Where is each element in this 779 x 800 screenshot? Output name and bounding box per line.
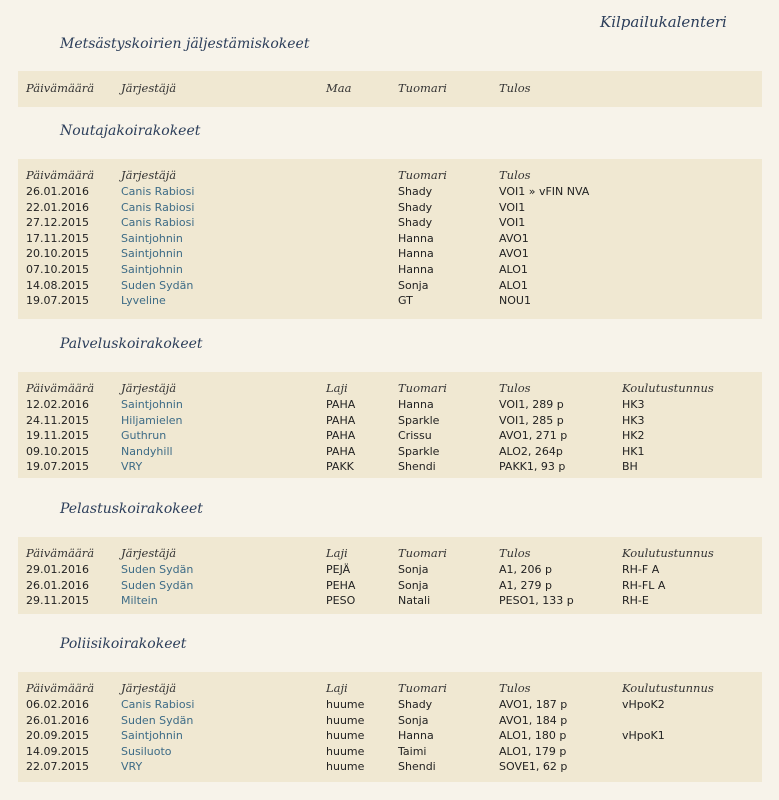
cell-judge: Shady	[398, 216, 433, 230]
cell-result: AVO1, 184 p	[499, 713, 568, 727]
column-header-result: Tulos	[499, 81, 531, 95]
cell-organizer	[121, 428, 166, 444]
organizer-link[interactable]: Canis Rabiosi	[121, 216, 195, 230]
cell-result: ALO1, 180 p	[499, 729, 567, 743]
cell-date: 29.11.2015	[26, 594, 89, 608]
organizer-link[interactable]: Suden Sydän	[121, 578, 194, 592]
cell-date: 19.07.2015	[26, 294, 89, 308]
column-header-judge: Tuomari	[398, 81, 447, 95]
cell-judge: Taimi	[398, 744, 427, 758]
organizer-link[interactable]: Miltein	[121, 594, 158, 608]
column-header-organizer: Järjestäjä	[121, 81, 177, 95]
column-header-date: Päivämäärä	[26, 546, 95, 560]
cell-type: huume	[326, 713, 365, 727]
cell-result: VOI1	[499, 200, 526, 214]
cell-result: ALO1	[499, 278, 528, 292]
column-header-organizer: Järjestäjä	[121, 168, 177, 182]
table-header-row	[18, 167, 762, 184]
table-row	[18, 578, 762, 594]
cell-judge: Sparkle	[398, 413, 440, 427]
cell-result: VOI1, 285 p	[499, 413, 564, 427]
cell-judge: Crissu	[398, 429, 432, 443]
cell-training-code: HK2	[622, 429, 645, 443]
table-row	[18, 759, 762, 775]
cell-date: 22.07.2015	[26, 760, 89, 774]
cell-training-code: RH-F A	[622, 563, 660, 576]
cell-date: 26.01.2016	[26, 185, 89, 198]
results-table	[18, 537, 762, 614]
table-row	[18, 293, 762, 309]
table-row	[18, 459, 762, 475]
column-header-type: Laji	[326, 681, 348, 695]
cell-judge: Sonja	[398, 713, 429, 727]
table-row	[18, 278, 762, 294]
cell-training-code: BH	[622, 460, 638, 474]
cell-date: 27.12.2015	[26, 216, 89, 230]
table-row	[18, 713, 762, 729]
cell-judge: Shendi	[398, 760, 436, 774]
cell-training-code: HK3	[622, 413, 645, 427]
column-header-date: Päivämäärä	[26, 81, 95, 95]
table-row	[18, 593, 762, 609]
column-header-type: Laji	[326, 381, 348, 395]
cell-judge: Hanna	[398, 247, 434, 261]
cell-date: 20.09.2015	[26, 729, 89, 743]
organizer-link[interactable]: Susiluoto	[121, 744, 172, 758]
cell-result: AVO1	[499, 247, 529, 261]
page-title: Kilpailukalenteri	[600, 13, 727, 31]
table-row	[18, 200, 762, 216]
cell-judge: Natali	[398, 594, 431, 608]
table-row	[18, 215, 762, 231]
table-row	[18, 728, 762, 744]
cell-judge: Sonja	[398, 578, 429, 592]
cell-judge: Shady	[398, 698, 433, 711]
cell-organizer	[121, 593, 158, 609]
cell-organizer	[121, 728, 183, 744]
cell-date: 20.10.2015	[26, 247, 89, 261]
cell-result: AVO1	[499, 231, 529, 245]
cell-organizer	[121, 759, 142, 775]
organizer-link[interactable]: Suden Sydän	[121, 713, 194, 727]
cell-organizer	[121, 184, 194, 200]
table-row	[18, 428, 762, 444]
cell-judge: Sonja	[398, 563, 429, 576]
cell-organizer	[121, 278, 193, 294]
organizer-link[interactable]: Suden Sydän	[121, 278, 194, 292]
table-header-row	[18, 380, 762, 397]
cell-training-code: vHpoK1	[622, 729, 665, 743]
cell-organizer	[121, 713, 193, 729]
cell-type: huume	[326, 744, 365, 758]
cell-result: AVO1, 271 p	[499, 429, 568, 443]
cell-organizer	[121, 200, 194, 216]
table-row	[18, 184, 762, 200]
cell-type: PAHA	[326, 413, 356, 427]
cell-training-code: HK3	[622, 398, 645, 411]
column-header-date: Päivämäärä	[26, 681, 95, 695]
column-header-organizer: Järjestäjä	[121, 381, 177, 395]
cell-training-code: RH-FL A	[622, 578, 666, 592]
cell-type: huume	[326, 760, 365, 774]
cell-judge: Sonja	[398, 278, 429, 292]
cell-training-code: vHpoK2	[622, 698, 665, 711]
table-row	[18, 231, 762, 247]
section-title: Noutajakoirakokeet	[60, 123, 201, 139]
column-header-judge: Tuomari	[398, 681, 447, 695]
cell-organizer	[121, 578, 193, 594]
cell-date: 17.11.2015	[26, 231, 89, 245]
cell-organizer	[121, 459, 142, 475]
cell-judge: Shady	[398, 185, 433, 198]
table-row	[18, 413, 762, 429]
organizer-link[interactable]: Hiljamielen	[121, 413, 183, 427]
table-row	[18, 562, 762, 578]
cell-result: PAKK1, 93 p	[499, 460, 566, 474]
organizer-link[interactable]: Canis Rabiosi	[121, 185, 195, 198]
cell-result: VOI1, 289 p	[499, 398, 564, 411]
table-header-row	[18, 545, 762, 562]
cell-judge: Shady	[398, 200, 433, 214]
cell-judge: Hanna	[398, 398, 434, 411]
cell-date: 09.10.2015	[26, 444, 89, 458]
cell-organizer	[121, 262, 183, 278]
cell-type: PAHA	[326, 398, 356, 411]
table-row	[18, 697, 762, 713]
organizer-link[interactable]: Nandyhill	[121, 444, 173, 458]
cell-judge: Hanna	[398, 231, 434, 245]
organizer-link[interactable]: Saintjohnin	[121, 398, 183, 411]
cell-type: PAHA	[326, 429, 356, 443]
cell-organizer	[121, 397, 183, 413]
section-title: Metsästyskoirien jäljestämiskokeet	[60, 36, 310, 52]
table-row	[18, 246, 762, 262]
organizer-link[interactable]: Saintjohnin	[121, 231, 183, 245]
cell-date: 19.11.2015	[26, 429, 89, 443]
cell-date: 24.11.2015	[26, 413, 89, 427]
column-header-judge: Tuomari	[398, 546, 447, 560]
column-header-organizer: Järjestäjä	[121, 546, 177, 560]
cell-date: 19.07.2015	[26, 460, 89, 474]
cell-result: AVO1, 187 p	[499, 698, 568, 711]
column-header-judge: Tuomari	[398, 381, 447, 395]
cell-judge: Hanna	[398, 729, 434, 743]
cell-result: PESO1, 133 p	[499, 594, 574, 608]
column-header-training-code: Koulutustunnus	[622, 546, 714, 560]
cell-organizer	[121, 562, 193, 578]
cell-type: huume	[326, 729, 365, 743]
cell-training-code: RH-E	[622, 594, 649, 608]
column-header-training-code: Koulutustunnus	[622, 681, 714, 695]
cell-date: 22.01.2016	[26, 200, 89, 214]
column-header-result: Tulos	[499, 168, 531, 182]
organizer-link[interactable]: Saintjohnin	[121, 247, 183, 261]
cell-type: PAHA	[326, 444, 356, 458]
cell-result: ALO2, 264p	[499, 444, 563, 458]
cell-result: A1, 279 p	[499, 578, 552, 592]
table-row	[18, 262, 762, 278]
cell-type: PESO	[326, 594, 356, 608]
section-title: Pelastuskoirakokeet	[60, 501, 203, 517]
cell-result: A1, 206 p	[499, 563, 552, 576]
cell-result: NOU1	[499, 294, 531, 308]
cell-result: ALO1, 179 p	[499, 744, 567, 758]
organizer-link[interactable]: VRY	[121, 760, 143, 774]
cell-date: 26.01.2016	[26, 578, 89, 592]
organizer-link[interactable]: Lyveline	[121, 294, 166, 308]
cell-result: ALO1	[499, 262, 528, 276]
organizer-link[interactable]: Saintjohnin	[121, 262, 183, 276]
table-row	[18, 397, 762, 413]
cell-judge: Sparkle	[398, 444, 440, 458]
cell-type: PEJÄ	[326, 563, 351, 576]
cell-date: 07.10.2015	[26, 262, 89, 276]
cell-date: 29.01.2016	[26, 563, 89, 576]
results-table	[18, 672, 762, 782]
column-header-type: Laji	[326, 546, 348, 560]
column-header-result: Tulos	[499, 681, 531, 695]
cell-organizer	[121, 231, 183, 247]
column-header-training-code: Koulutustunnus	[622, 381, 714, 395]
organizer-link[interactable]: VRY	[121, 460, 143, 474]
cell-type: PAKK	[326, 460, 354, 474]
cell-organizer	[121, 293, 166, 309]
column-header-result: Tulos	[499, 546, 531, 560]
column-header-date: Päivämäärä	[26, 168, 95, 182]
cell-training-code: HK1	[622, 444, 645, 458]
cell-judge: Shendi	[398, 460, 436, 474]
section-title: Poliisikoirakokeet	[60, 636, 187, 652]
cell-type: huume	[326, 698, 365, 711]
cell-organizer	[121, 444, 173, 460]
cell-judge: Hanna	[398, 262, 434, 276]
results-table	[18, 71, 762, 107]
cell-date: 14.09.2015	[26, 744, 89, 758]
column-header-date: Päivämäärä	[26, 381, 95, 395]
cell-date: 26.01.2016	[26, 713, 89, 727]
results-table	[18, 159, 762, 319]
cell-result: VOI1	[499, 216, 526, 230]
cell-organizer	[121, 697, 194, 713]
column-header-type: Maa	[326, 81, 352, 95]
organizer-link[interactable]: Canis Rabiosi	[121, 698, 195, 711]
cell-result: VOI1 » vFIN NVA	[499, 185, 590, 198]
cell-judge: GT	[398, 294, 413, 308]
cell-organizer	[121, 744, 172, 760]
cell-organizer	[121, 413, 183, 429]
cell-type: PEHA	[326, 578, 356, 592]
cell-organizer	[121, 215, 194, 231]
cell-date: 12.02.2016	[26, 398, 89, 411]
table-header-row	[18, 80, 762, 97]
organizer-link[interactable]: Canis Rabiosi	[121, 200, 195, 214]
column-header-result: Tulos	[499, 381, 531, 395]
section-title: Palveluskoirakokeet	[60, 336, 203, 352]
table-header-row	[18, 680, 762, 697]
organizer-link[interactable]: Saintjohnin	[121, 729, 183, 743]
cell-date: 14.08.2015	[26, 278, 89, 292]
cell-result: SOVE1, 62 p	[499, 760, 568, 774]
results-table	[18, 372, 762, 478]
cell-date: 06.02.2016	[26, 698, 89, 711]
organizer-link[interactable]: Guthrun	[121, 429, 167, 443]
table-row	[18, 444, 762, 460]
cell-organizer	[121, 246, 183, 262]
column-header-judge: Tuomari	[398, 168, 447, 182]
table-row	[18, 744, 762, 760]
organizer-link[interactable]: Suden Sydän	[121, 563, 194, 576]
column-header-organizer: Järjestäjä	[121, 681, 177, 695]
